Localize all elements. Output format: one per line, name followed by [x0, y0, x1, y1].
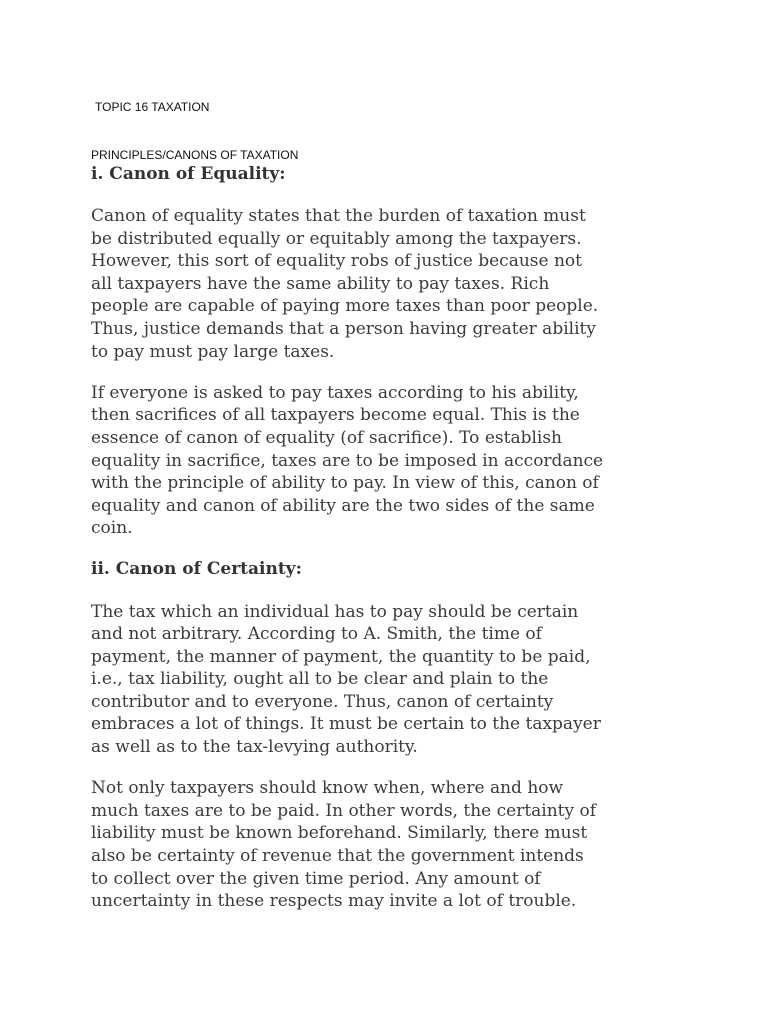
text-line: also be certainty of revenue that the government intends: [91, 845, 584, 866]
paragraph: [91, 205, 691, 363]
text-line: Not only taxpayers should know when, where and how: [91, 778, 564, 799]
text-line: i.e., tax liability, ought all to be clear and plain to the: [91, 669, 549, 690]
text-line: Thus, justice demands that a person having greater ability: [91, 319, 596, 340]
section-heading-certainty: ii. Canon of Certainty:: [91, 559, 302, 580]
text-line: coin.: [91, 518, 133, 539]
text-line: liability must be known beforehand. Similarly, there must: [91, 823, 588, 844]
text-line: equality and canon of ability are the two sides of the same: [91, 495, 595, 516]
text-line: all taxpayers have the same ability to pay taxes. Rich: [91, 273, 550, 294]
text-line: Canon of equality states that the burden of taxation must: [91, 206, 586, 227]
section-title: PRINCIPLES/CANONS OF TAXATION: [91, 148, 299, 162]
paragraph: [91, 777, 691, 913]
text-line: However, this sort of equality robs of justice because not: [91, 251, 582, 272]
text-line: If everyone is asked to pay taxes according to his ability,: [91, 382, 579, 403]
document-body: [91, 163, 691, 913]
text-line: payment, the manner of payment, the quantity to be paid,: [91, 646, 591, 667]
text-line: as well as to the tax-levying authority.: [91, 737, 418, 758]
text-line: to collect over the given time period. Any amount of: [91, 868, 541, 889]
topic-title: TOPIC 16 TAXATION: [95, 100, 210, 114]
text-line: essence of canon of equality (of sacrifice). To establish: [91, 427, 563, 448]
text-line: to pay must pay large taxes.: [91, 341, 335, 362]
text-line: uncertainty in these respects may invite a lot of trouble.: [91, 891, 577, 912]
text-line: people are capable of paying more taxes than poor people.: [91, 296, 599, 317]
text-line: with the principle of ability to pay. In view of this, canon of: [91, 473, 599, 494]
paragraph: [91, 601, 691, 759]
text-line: and not arbitrary. According to A. Smith, the time of: [91, 624, 542, 645]
paragraph: [91, 382, 691, 540]
text-line: be distributed equally or equitably among the taxpayers.: [91, 228, 582, 249]
text-line: The tax which an individual has to pay should be certain: [91, 601, 579, 622]
text-line: embraces a lot of things. It must be certain to the taxpayer: [91, 714, 601, 735]
section-heading-equality: i. Canon of Equality:: [91, 164, 286, 184]
text-line: equality in sacrifice, taxes are to be imposed in accordance: [91, 450, 604, 471]
text-line: contributor and to everyone. Thus, canon of certainty: [91, 691, 554, 712]
text-line: much taxes are to be paid. In other words, the certainty of: [91, 800, 597, 821]
text-line: then sacrifices of all taxpayers become equal. This is the: [91, 405, 580, 426]
